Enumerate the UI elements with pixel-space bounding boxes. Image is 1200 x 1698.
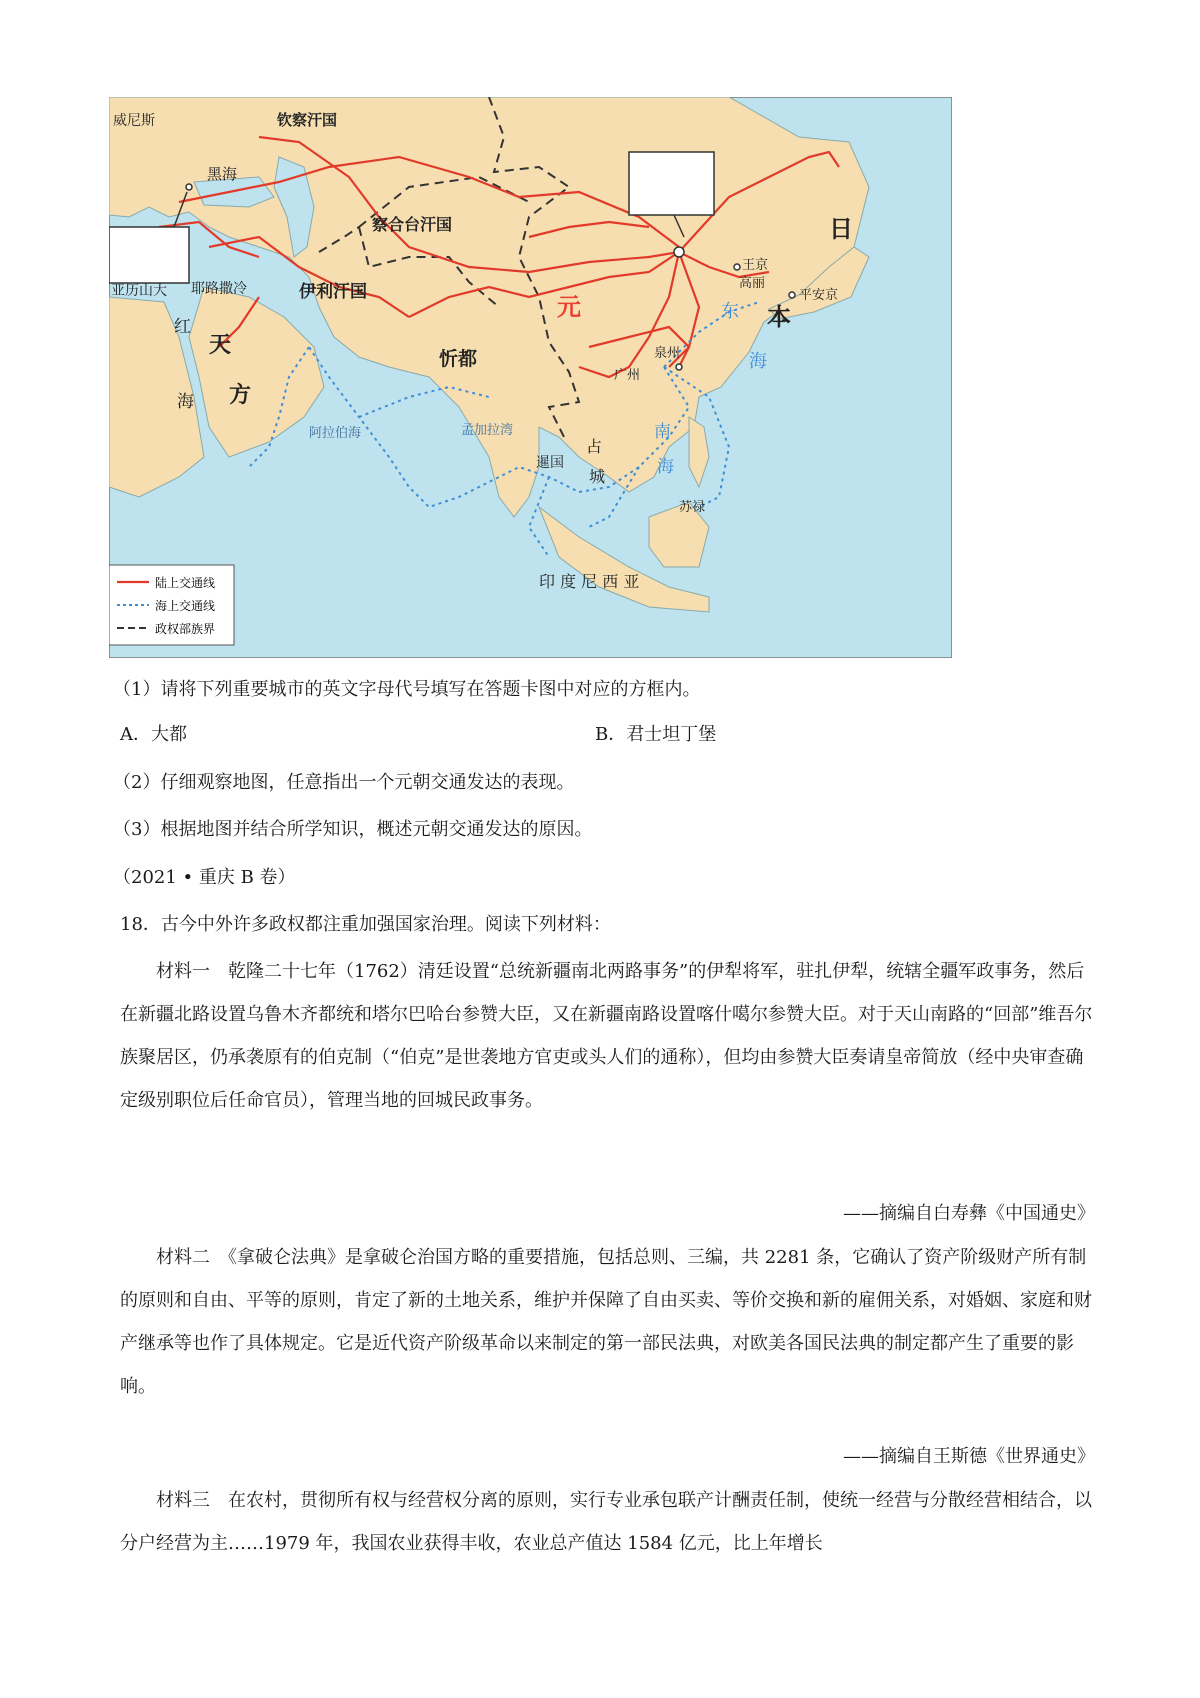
material-2-source: ——摘编自王斯德《世界通史》 xyxy=(843,1446,1095,1467)
map-label-quanzhou: 泉州 xyxy=(654,346,681,361)
map-label-black-sea: 黑海 xyxy=(207,165,238,183)
heian-marker xyxy=(789,292,795,298)
map-label-jerusalem: 耶路撒冷 xyxy=(191,281,247,297)
map-label-yuan: 元 xyxy=(557,293,581,321)
constantinople-marker xyxy=(186,184,192,190)
map-label-red-sea-2: 海 xyxy=(177,392,194,412)
map-label-ilkhanate: 伊利汗国 xyxy=(299,282,367,302)
map-label-goryeo: 高丽 xyxy=(739,276,766,291)
map-legend xyxy=(109,565,234,645)
map-label-champa-2: 城 xyxy=(589,467,606,486)
material-1: 材料一 乾隆二十七年（1762）清廷设置“总统新疆南北两路事务”的伊犁将军，驻扎伊犁，统辖全疆军政事务，然后在新疆北路设置乌鲁木齐都统和塔尔巴哈台参赞大臣，又在新疆南路设置喀什噶尔参赞大臣。对于天山南路的“回部”维吾尔族聚居区，仍承袭原有的伯克制（“伯克”是世袭地方官吏或头人们的通称），但均由参赞大臣奏请皇帝简放（经中央审查确定级别职位后任命官员），管理当地的回城民政事务。 xyxy=(120,961,1093,1111)
map-label-east-sea: 海 xyxy=(749,351,767,372)
map-label-tianfang-1: 天 xyxy=(209,333,232,358)
map-label-arabian-sea: 阿拉伯海 xyxy=(309,426,362,441)
map-label-chagatai: 察合台汗国 xyxy=(372,215,453,234)
map-label-kipchak: 钦察汗国 xyxy=(277,111,338,129)
option-a: A．大都 xyxy=(120,724,187,745)
material-3: 材料三 在农村，贯彻所有权与经营权分离的原则，实行专业承包联产计酬责任制，使统一经营与分散经营相结合，以分户经营为主……1979 年，我国农业获得丰收，农业总产值达 1584 亿元，比上年增长 xyxy=(120,1490,1092,1554)
map-label-xindu: 忻都 xyxy=(439,348,478,370)
q18-stem: 18．古今中外许多政权都注重加强国家治理。阅读下列材料： xyxy=(120,914,611,935)
quanzhou-marker xyxy=(676,364,682,370)
map-label-indonesia: 印 度 尼 西 亚 xyxy=(539,572,640,591)
map-label-champa-1: 占 xyxy=(586,437,603,456)
wangjing-marker xyxy=(734,264,740,270)
map-label-south-sea-1: 南 xyxy=(654,422,671,442)
dadu-marker xyxy=(674,247,684,257)
question-source: （2021 • 重庆 B 卷） xyxy=(113,867,296,888)
map-label-sulu: 苏禄 xyxy=(679,500,706,515)
map-label-guangzhou: 广州 xyxy=(614,368,641,383)
map-label-east: 东 xyxy=(721,301,739,322)
map-label-venice: 威尼斯 xyxy=(113,113,155,129)
question-3: （3）根据地图并结合所学知识，概述元朝交通发达的原因。 xyxy=(113,819,593,840)
map-label-heian: 平安京 xyxy=(799,288,839,303)
legend-sea-label: 海上交通线 xyxy=(155,599,216,613)
option-b: B．君士坦丁堡 xyxy=(595,724,717,745)
question-2: （2）仔细观察地图，任意指出一个元朝交通发达的表现。 xyxy=(113,772,575,793)
map-label-japan-2: 本 xyxy=(767,303,791,331)
question-1: （1）请将下列重要城市的英文字母代号填写在答题卡图中对应的方框内。 xyxy=(113,679,701,700)
map-label-siam: 暹国 xyxy=(536,455,564,471)
yuan-transport-map xyxy=(109,97,952,658)
legend-border-label: 政权部族界 xyxy=(155,622,216,636)
material-2: 材料二 《拿破仑法典》是拿破仑治国方略的重要措施，包括总则、三编，共 2281 条，它确认了资产阶级财产所有制的原则和自由、平等的原则，肯定了新的土地关系，维护并保障了自由买卖、等价交换和新的雇佣关系，对婚姻、家庭和财产继承等也作了具体规定。它是近代资产阶级革命以来制定的第一部民法典，对欧美各国民法典的制定都产生了重要的影响。 xyxy=(120,1247,1092,1397)
map-label-red-sea-1: 红 xyxy=(174,317,191,337)
map-label-alexandria: 亚历山大 xyxy=(111,283,167,299)
legend-land-label: 陆上交通线 xyxy=(155,576,216,590)
map-label-south-sea-2: 海 xyxy=(657,457,674,477)
map-label-wangjing: 王京 xyxy=(742,258,769,273)
map-label-japan-1: 日 xyxy=(829,215,853,243)
material-1-source: ——摘编自白寿彝《中国通史》 xyxy=(843,1203,1095,1224)
map-label-bengal: 孟加拉湾 xyxy=(461,423,514,438)
map-label-tianfang-2: 方 xyxy=(229,383,252,408)
